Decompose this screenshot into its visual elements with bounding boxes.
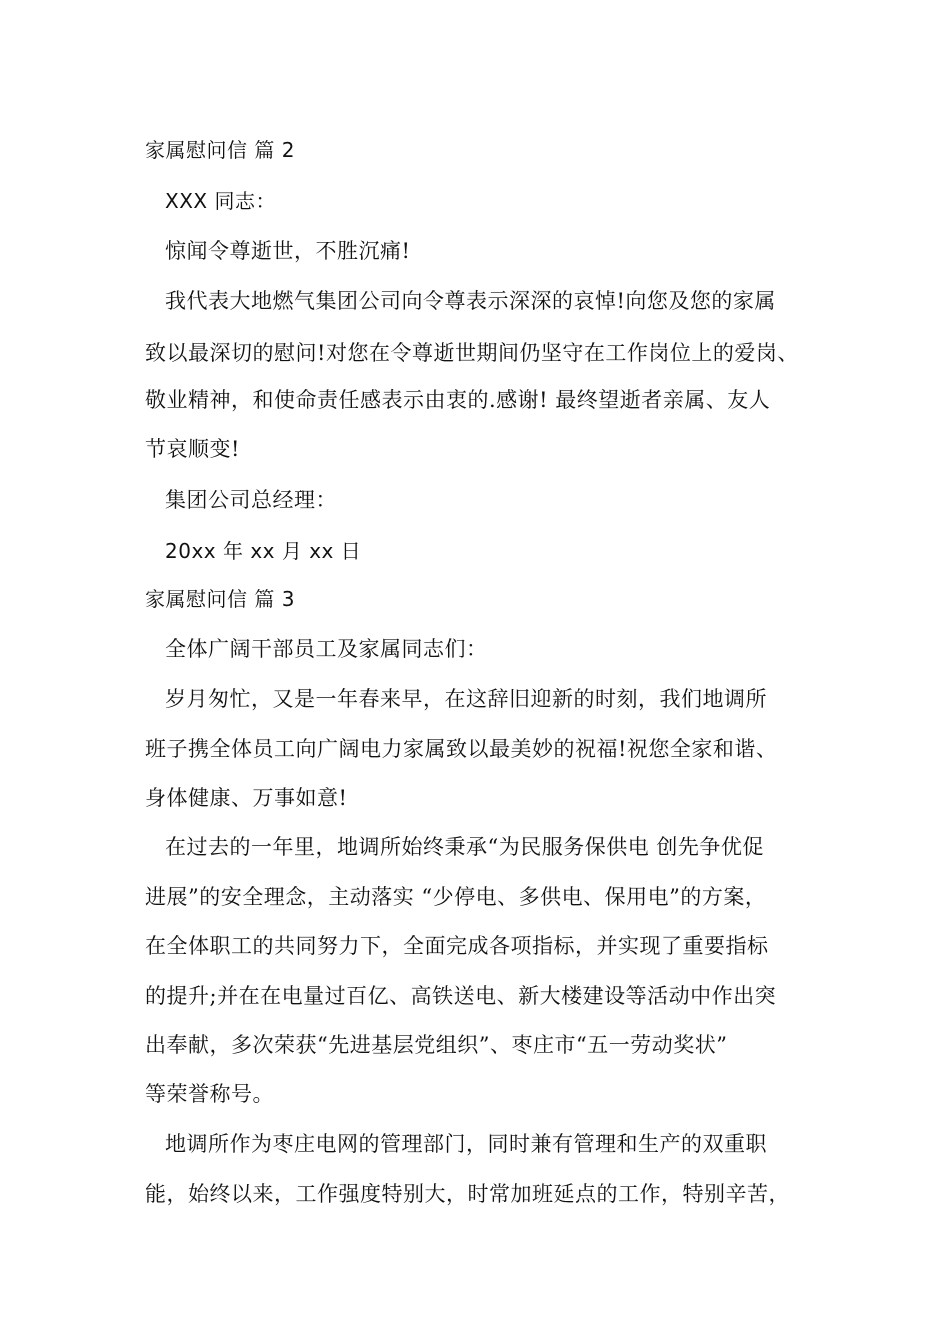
paragraph-line: 出奉献，多次荣获“先进基层党组织”、枣庄市“五一劳动奖状” [145,1033,728,1057]
paragraph-line: 在过去的一年里，地调所始终秉承“为民服务保供电 创先争优促 [165,835,764,859]
paragraph-line: 我代表大地燃气集团公司向令尊表示深深的哀悼!向您及您的家属 [165,289,776,313]
paragraph-line: 地调所作为枣庄电网的管理部门，同时兼有管理和生产的双重职 [165,1132,767,1156]
paragraph-line: 敬业精神，和使命责任感表示由衷的.感谢! 最终望逝者亲属、友人 [145,388,771,412]
section-title: 家属慰问信 篇 2 [145,138,295,162]
greeting: XXX 同志： [165,189,276,213]
paragraph-line: 的提升;并在在电量过百亿、高铁送电、新大楼建设等活动中作出突 [145,984,777,1008]
paragraph-line: 等荣誉称号。 [145,1082,274,1106]
paragraph-line: 能，始终以来，工作强度特别大，时常加班延点的工作，特别辛苦， [145,1182,790,1206]
paragraph-line: 节哀顺变! [145,437,240,461]
paragraph-line: 岁月匆忙，又是一年春来早，在这辞旧迎新的时刻，我们地调所 [165,687,767,711]
paragraph-line: 进展”的安全理念，主动落实 “少停电、多供电、保用电”的方案， [145,885,767,909]
date: 20xx 年 xx 月 xx 日 [165,539,362,563]
section-title: 家属慰问信 篇 3 [145,587,295,611]
paragraph-line: 身体健康、万事如意! [145,786,348,810]
paragraph-line: 在全体职工的共同努力下，全面完成各项指标，并实现了重要指标 [145,934,769,958]
paragraph-line: 致以最深切的慰问!对您在令尊逝世期间仍坚守在工作岗位上的爱岗、 [145,341,799,365]
paragraph-line: 班子携全体员工向广阔电力家属致以最美妙的祝福!祝您全家和谐、 [145,737,778,761]
paragraph-line: 惊闻令尊逝世，不胜沉痛! [165,239,411,263]
greeting: 全体广阔干部员工及家属同志们： [165,637,488,661]
signature: 集团公司总经理： [165,488,337,512]
